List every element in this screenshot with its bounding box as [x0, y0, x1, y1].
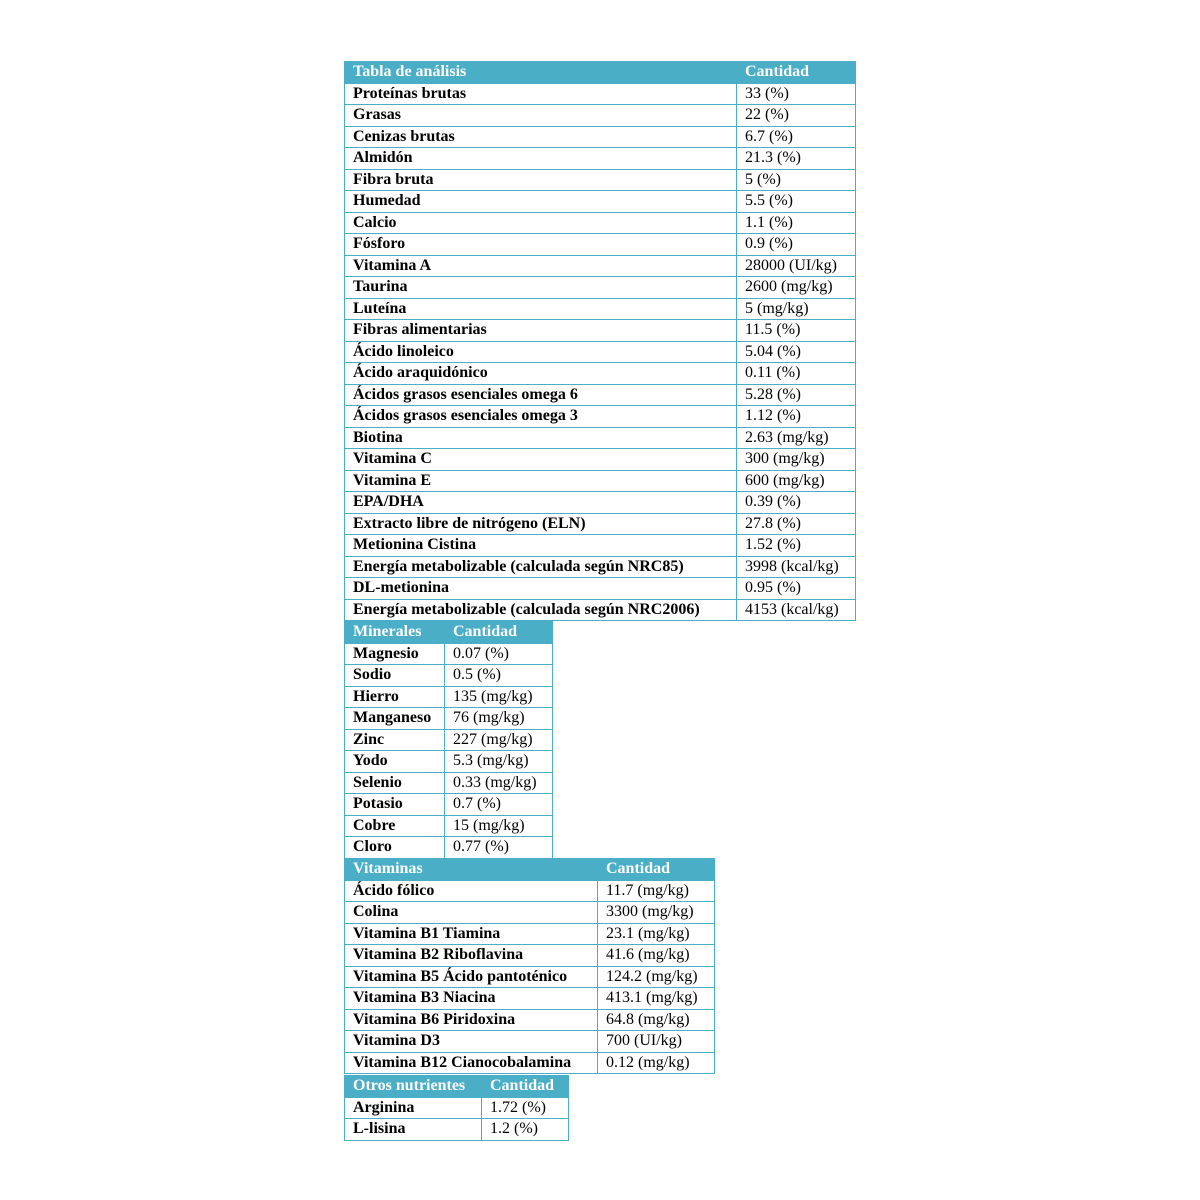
nutrient-name: Vitamina B2 Riboflavina	[345, 945, 598, 967]
nutrient-name: Energía metabolizable (calculada según NRC2006)	[345, 599, 737, 621]
table-row	[345, 902, 715, 924]
nutrient-quantity: 5 (mg/kg)	[737, 298, 856, 320]
table-row	[345, 1052, 715, 1074]
nutrient-name: L-lisina	[345, 1119, 482, 1141]
table-row	[345, 665, 553, 687]
analysis-table	[344, 61, 856, 621]
nutrient-quantity: 413.1 (mg/kg)	[598, 988, 715, 1010]
nutrient-name: Humedad	[345, 191, 737, 213]
nutrient-name: Cobre	[345, 815, 445, 837]
nutrient-name: Colina	[345, 902, 598, 924]
table-row	[345, 298, 856, 320]
table-header-row	[345, 859, 715, 881]
table-row	[345, 923, 715, 945]
table-row	[345, 427, 856, 449]
nutrient-quantity: 28000 (UI/kg)	[737, 255, 856, 277]
nutrient-name: Fibra bruta	[345, 169, 737, 191]
table-row	[345, 751, 553, 773]
nutrient-name: Fósforo	[345, 234, 737, 256]
table-row	[345, 599, 856, 621]
nutrient-name: Fibras alimentarias	[345, 320, 737, 342]
nutrient-quantity: 2600 (mg/kg)	[737, 277, 856, 299]
nutrient-quantity: 4153 (kcal/kg)	[737, 599, 856, 621]
nutrient-name: Biotina	[345, 427, 737, 449]
nutrient-name: Arginina	[345, 1097, 482, 1119]
table-row	[345, 126, 856, 148]
other-nutrients-table	[344, 1075, 569, 1141]
table-row	[345, 772, 553, 794]
nutrient-name: Luteína	[345, 298, 737, 320]
nutrient-name: Magnesio	[345, 643, 445, 665]
nutrient-quantity: 0.95 (%)	[737, 578, 856, 600]
table-row	[345, 470, 856, 492]
nutrient-name: Potasio	[345, 794, 445, 816]
nutrient-quantity: 0.07 (%)	[445, 643, 553, 665]
nutrient-name: Ácido linoleico	[345, 341, 737, 363]
nutrient-name: Vitamina A	[345, 255, 737, 277]
nutrient-name: Ácidos grasos esenciales omega 6	[345, 384, 737, 406]
table-row	[345, 406, 856, 428]
nutrient-name: EPA/DHA	[345, 492, 737, 514]
nutrient-name: Vitamina E	[345, 470, 737, 492]
table-row	[345, 513, 856, 535]
table-row	[345, 1031, 715, 1053]
nutrient-name: Vitamina D3	[345, 1031, 598, 1053]
nutrient-name: Ácido fólico	[345, 880, 598, 902]
table-row	[345, 1097, 569, 1119]
vitamins-table	[344, 858, 715, 1074]
nutrient-quantity: 27.8 (%)	[737, 513, 856, 535]
nutrient-name: Extracto libre de nitrógeno (ELN)	[345, 513, 737, 535]
nutrient-quantity: 1.1 (%)	[737, 212, 856, 234]
nutrient-quantity: 22 (%)	[737, 105, 856, 127]
table-row	[345, 837, 553, 859]
nutrient-quantity: 3300 (mg/kg)	[598, 902, 715, 924]
nutrient-name: Vitamina B5 Ácido pantoténico	[345, 966, 598, 988]
table-row	[345, 191, 856, 213]
table-row	[345, 341, 856, 363]
header-quantity: Cantidad	[482, 1076, 569, 1098]
nutrient-name: Energía metabolizable (calculada según NRC85)	[345, 556, 737, 578]
nutrient-name: Metionina Cistina	[345, 535, 737, 557]
nutrient-name: Taurina	[345, 277, 737, 299]
nutrient-quantity: 5.04 (%)	[737, 341, 856, 363]
nutrient-name: Manganeso	[345, 708, 445, 730]
header-name: Vitaminas	[345, 859, 598, 881]
table-row	[345, 212, 856, 234]
table-row	[345, 686, 553, 708]
table-row	[345, 148, 856, 170]
nutrient-name: Vitamina B12 Cianocobalamina	[345, 1052, 598, 1074]
header-name: Tabla de análisis	[345, 62, 737, 84]
nutrient-quantity: 1.52 (%)	[737, 535, 856, 557]
table-row	[345, 1009, 715, 1031]
nutrient-quantity: 700 (UI/kg)	[598, 1031, 715, 1053]
nutrient-name: Zinc	[345, 729, 445, 751]
table-row	[345, 320, 856, 342]
table-row	[345, 988, 715, 1010]
nutrient-quantity: 3998 (kcal/kg)	[737, 556, 856, 578]
nutrient-name: Ácidos grasos esenciales omega 3	[345, 406, 737, 428]
table-row	[345, 535, 856, 557]
nutrient-quantity: 5.3 (mg/kg)	[445, 751, 553, 773]
nutrient-quantity: 600 (mg/kg)	[737, 470, 856, 492]
table-row	[345, 556, 856, 578]
table-row	[345, 708, 553, 730]
nutrient-quantity: 1.72 (%)	[482, 1097, 569, 1119]
table-row	[345, 966, 715, 988]
table-row	[345, 945, 715, 967]
nutrient-quantity: 64.8 (mg/kg)	[598, 1009, 715, 1031]
nutrient-quantity: 2.63 (mg/kg)	[737, 427, 856, 449]
nutrient-name: Sodio	[345, 665, 445, 687]
nutrient-name: Vitamina B6 Piridoxina	[345, 1009, 598, 1031]
header-quantity: Cantidad	[598, 859, 715, 881]
nutrient-name: Hierro	[345, 686, 445, 708]
nutrient-name: Selenio	[345, 772, 445, 794]
table-row	[345, 729, 553, 751]
nutrient-quantity: 0.11 (%)	[737, 363, 856, 385]
nutrient-name: Ácido araquidónico	[345, 363, 737, 385]
nutrient-quantity: 5 (%)	[737, 169, 856, 191]
nutrient-quantity: 0.33 (mg/kg)	[445, 772, 553, 794]
nutrient-quantity: 6.7 (%)	[737, 126, 856, 148]
nutrient-quantity: 0.7 (%)	[445, 794, 553, 816]
nutrient-name: Vitamina B3 Niacina	[345, 988, 598, 1010]
nutrient-quantity: 1.12 (%)	[737, 406, 856, 428]
nutrient-name: Vitamina B1 Tiamina	[345, 923, 598, 945]
table-row	[345, 384, 856, 406]
nutrient-name: Vitamina C	[345, 449, 737, 471]
nutrient-quantity: 21.3 (%)	[737, 148, 856, 170]
nutrient-quantity: 15 (mg/kg)	[445, 815, 553, 837]
nutrient-quantity: 300 (mg/kg)	[737, 449, 856, 471]
table-row	[345, 643, 553, 665]
header-quantity: Cantidad	[737, 62, 856, 84]
table-row	[345, 492, 856, 514]
nutrient-quantity: 33 (%)	[737, 83, 856, 105]
nutrient-name: DL-metionina	[345, 578, 737, 600]
table-header-row	[345, 622, 553, 644]
nutrient-quantity: 41.6 (mg/kg)	[598, 945, 715, 967]
table-row	[345, 169, 856, 191]
nutrient-quantity: 5.28 (%)	[737, 384, 856, 406]
nutrient-name: Almidón	[345, 148, 737, 170]
table-row	[345, 255, 856, 277]
nutrient-quantity: 0.5 (%)	[445, 665, 553, 687]
header-name: Otros nutrientes	[345, 1076, 482, 1098]
nutrient-quantity: 0.77 (%)	[445, 837, 553, 859]
nutrient-quantity: 76 (mg/kg)	[445, 708, 553, 730]
table-row	[345, 449, 856, 471]
table-row	[345, 363, 856, 385]
nutrient-quantity: 135 (mg/kg)	[445, 686, 553, 708]
nutrient-name: Calcio	[345, 212, 737, 234]
nutrient-name: Proteínas brutas	[345, 83, 737, 105]
nutrient-quantity: 1.2 (%)	[482, 1119, 569, 1141]
nutrient-name: Grasas	[345, 105, 737, 127]
table-row	[345, 880, 715, 902]
nutrient-quantity: 124.2 (mg/kg)	[598, 966, 715, 988]
nutrient-name: Cenizas brutas	[345, 126, 737, 148]
minerals-table	[344, 621, 553, 859]
table-row	[345, 83, 856, 105]
nutrient-quantity: 11.7 (mg/kg)	[598, 880, 715, 902]
table-header-row	[345, 1076, 569, 1098]
nutrient-quantity: 0.12 (mg/kg)	[598, 1052, 715, 1074]
table-row	[345, 234, 856, 256]
table-row	[345, 794, 553, 816]
nutrient-quantity: 0.9 (%)	[737, 234, 856, 256]
table-row	[345, 105, 856, 127]
nutrient-name: Cloro	[345, 837, 445, 859]
nutrient-quantity: 227 (mg/kg)	[445, 729, 553, 751]
nutrient-quantity: 5.5 (%)	[737, 191, 856, 213]
table-row	[345, 277, 856, 299]
nutrient-quantity: 23.1 (mg/kg)	[598, 923, 715, 945]
nutrient-name: Yodo	[345, 751, 445, 773]
table-row	[345, 578, 856, 600]
header-name: Minerales	[345, 622, 445, 644]
table-row	[345, 1119, 569, 1141]
nutrient-quantity: 0.39 (%)	[737, 492, 856, 514]
table-row	[345, 815, 553, 837]
table-header-row	[345, 62, 856, 84]
nutrient-quantity: 11.5 (%)	[737, 320, 856, 342]
header-quantity: Cantidad	[445, 622, 553, 644]
